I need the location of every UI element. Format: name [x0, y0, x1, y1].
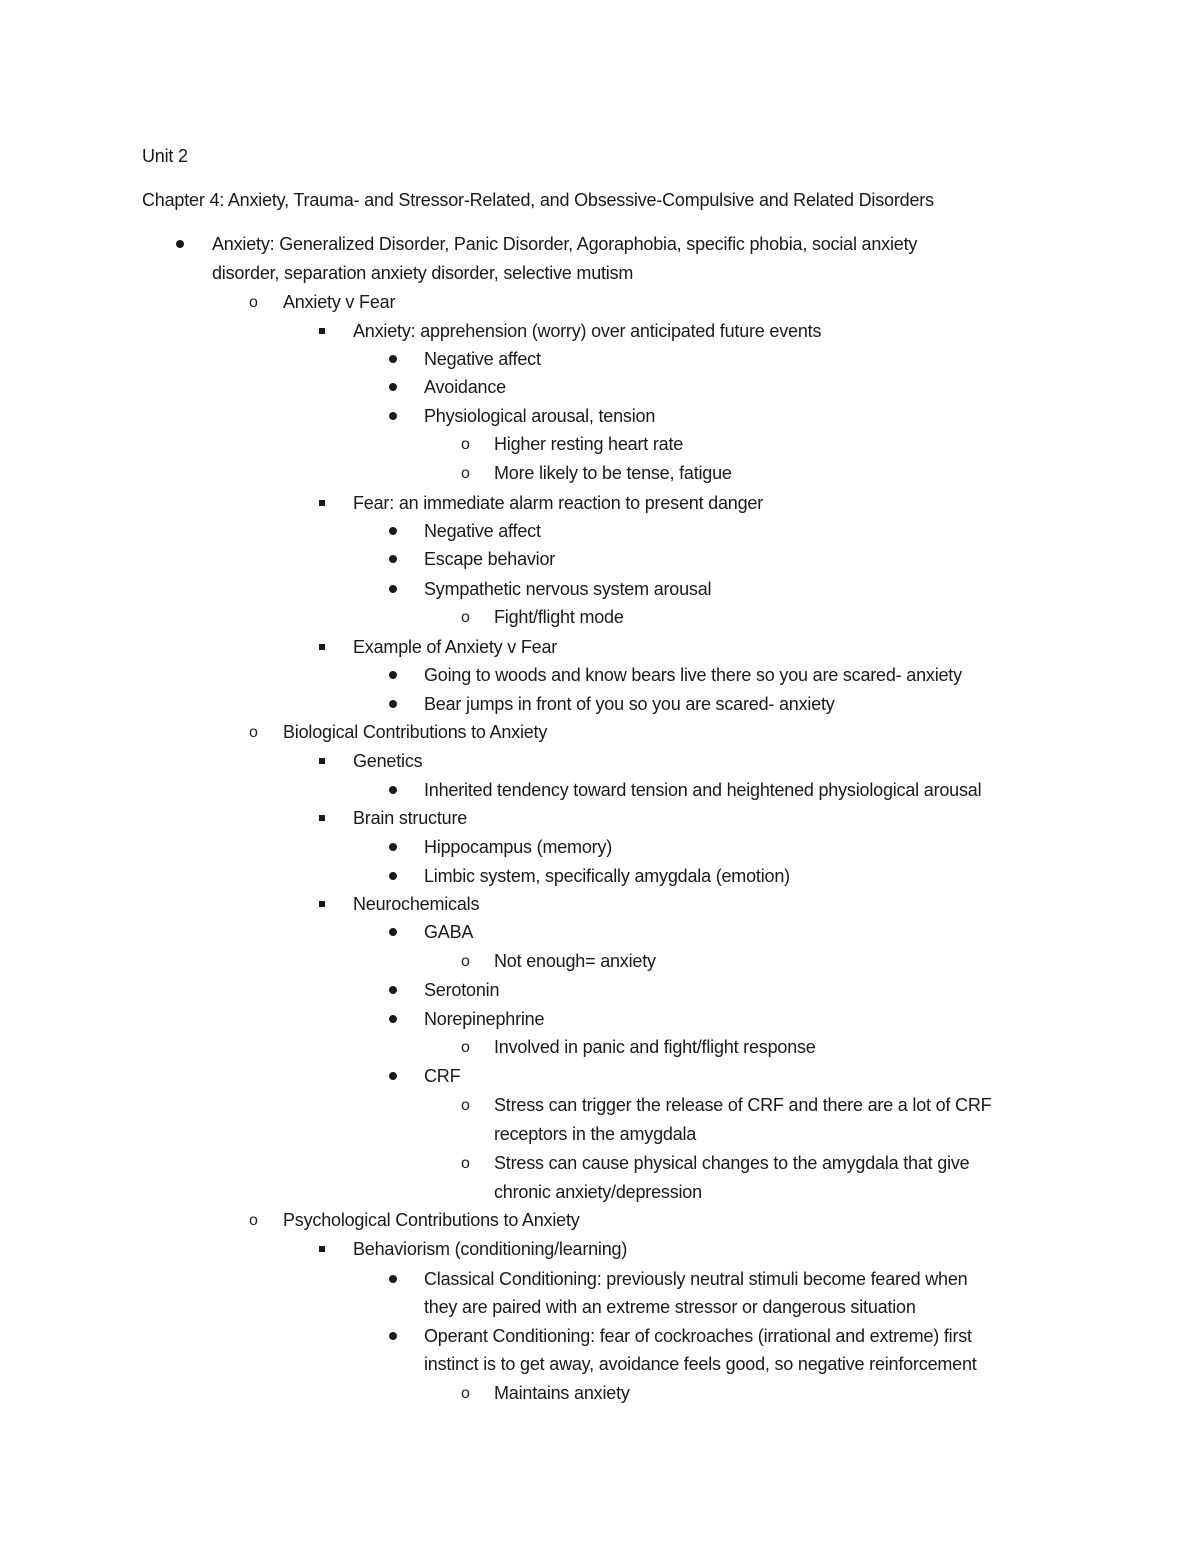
outline-item-text: Classical Conditioning: previously neutral stimuli become feared when [424, 1269, 968, 1289]
bullet-dot-icon [389, 555, 397, 563]
outline-item-text: Hippocampus (memory) [424, 837, 613, 857]
outline-item-text: Anxiety v Fear [283, 292, 396, 312]
bullet-circle-icon: o [461, 436, 470, 453]
outline-item-text: CRF [424, 1066, 461, 1086]
bullet-dot-icon [389, 383, 397, 391]
unit-title: Unit 2 [142, 146, 188, 166]
outline-item-text: Avoidance [424, 377, 506, 397]
bullet-dot-icon [389, 412, 397, 420]
bullet-square-icon [319, 1246, 325, 1252]
bullet-circle-icon: o [461, 465, 470, 482]
outline-item-text: Anxiety: Generalized Disorder, Panic Disorder, Agoraphobia, specific phobia, social anxiety [212, 234, 918, 254]
bullet-circle-icon: o [249, 724, 258, 741]
outline-item-text: Sympathetic nervous system arousal [424, 579, 712, 599]
outline-item-text: Neurochemicals [353, 894, 480, 914]
outline-item-text: Example of Anxiety v Fear [353, 637, 558, 657]
bullet-circle-icon: o [249, 1212, 258, 1229]
outline-item-text: chronic anxiety/depression [494, 1182, 702, 1202]
bullet-dot-icon [389, 355, 397, 363]
bullet-dot-icon [389, 986, 397, 994]
outline-item-text: Involved in panic and fight/flight response [494, 1037, 816, 1057]
outline-item-text: More likely to be tense, fatigue [494, 463, 732, 483]
outline-item-text: Maintains anxiety [494, 1383, 630, 1403]
bullet-square-icon [319, 815, 325, 821]
chapter-title: Chapter 4: Anxiety, Trauma- and Stressor-Related, and Obsessive-Compulsive and Related Disorders [142, 190, 934, 210]
outline-item-text: GABA [424, 922, 474, 942]
bullet-dot-icon [389, 585, 397, 593]
outline-item-text: Bear jumps in front of you so you are scared- anxiety [424, 694, 835, 714]
bullet-circle-icon: o [461, 1155, 470, 1172]
outline-item-text: Stress can cause physical changes to the amygdala that give [494, 1153, 970, 1173]
outline-item-text: Norepinephrine [424, 1009, 545, 1029]
outline-item-text: receptors in the amygdala [494, 1124, 697, 1144]
bullet-dot-icon [389, 872, 397, 880]
outline-item-text: Negative affect [424, 521, 541, 541]
bullet-square-icon [319, 328, 325, 334]
outline-item-text: Serotonin [424, 980, 500, 1000]
outline-item-text: Fight/flight mode [494, 607, 624, 627]
outline-item-text: Genetics [353, 751, 423, 771]
outline-item-text: Biological Contributions to Anxiety [283, 722, 548, 742]
outline-item-text: disorder, separation anxiety disorder, selective mutism [212, 263, 634, 283]
bullet-circle-icon: o [461, 1039, 470, 1056]
outline-item-text: Physiological arousal, tension [424, 406, 656, 426]
bullet-circle-icon: o [461, 609, 470, 626]
bullet-dot-icon [389, 843, 397, 851]
bullet-dot-icon [389, 786, 397, 794]
outline-item-text: they are paired with an extreme stressor or dangerous situation [424, 1297, 916, 1317]
bullet-dot-icon [389, 700, 397, 708]
outline-item-text: Brain structure [353, 808, 468, 828]
outline-item-text: Negative affect [424, 349, 541, 369]
outline-item-text: Stress can trigger the release of CRF and there are a lot of CRF [494, 1095, 992, 1115]
bullet-circle-icon: o [249, 294, 258, 311]
outline-item-text: Limbic system, specifically amygdala (emotion) [424, 866, 790, 886]
outline-item-text: instinct is to get away, avoidance feels good, so negative reinforcement [424, 1354, 977, 1374]
bullet-dot-icon [389, 671, 397, 679]
outline-item-text: Higher resting heart rate [494, 434, 684, 454]
bullet-dot-icon [389, 1015, 397, 1023]
bullet-circle-icon: o [461, 1385, 470, 1402]
bullet-dot-icon [389, 1072, 397, 1080]
bullet-square-icon [319, 758, 325, 764]
bullet-dot-icon [389, 1275, 397, 1283]
bullet-dot-icon [389, 928, 397, 936]
bullet-circle-icon: o [461, 953, 470, 970]
outline-item-text: Fear: an immediate alarm reaction to present danger [353, 493, 764, 513]
bullet-dot-icon [389, 1332, 397, 1340]
bullet-square-icon [319, 644, 325, 650]
outline-item-text: Behaviorism (conditioning/learning) [353, 1239, 628, 1259]
outline-item-text: Psychological Contributions to Anxiety [283, 1210, 580, 1230]
outline-item-text: Escape behavior [424, 549, 556, 569]
bullet-dot-icon [389, 527, 397, 535]
outline-item-text: Not enough= anxiety [494, 951, 656, 971]
bullet-circle-icon: o [461, 1097, 470, 1114]
bullet-square-icon [319, 901, 325, 907]
bullet-square-icon [319, 500, 325, 506]
bullet-dot-icon [176, 240, 184, 248]
outline-item-text: Operant Conditioning: fear of cockroaches (irrational and extreme) first [424, 1326, 972, 1346]
outline-item-text: Inherited tendency toward tension and heightened physiological arousal [424, 780, 982, 800]
outline-item-text: Going to woods and know bears live there so you are scared- anxiety [424, 665, 962, 685]
outline-item-text: Anxiety: apprehension (worry) over anticipated future events [353, 321, 822, 341]
